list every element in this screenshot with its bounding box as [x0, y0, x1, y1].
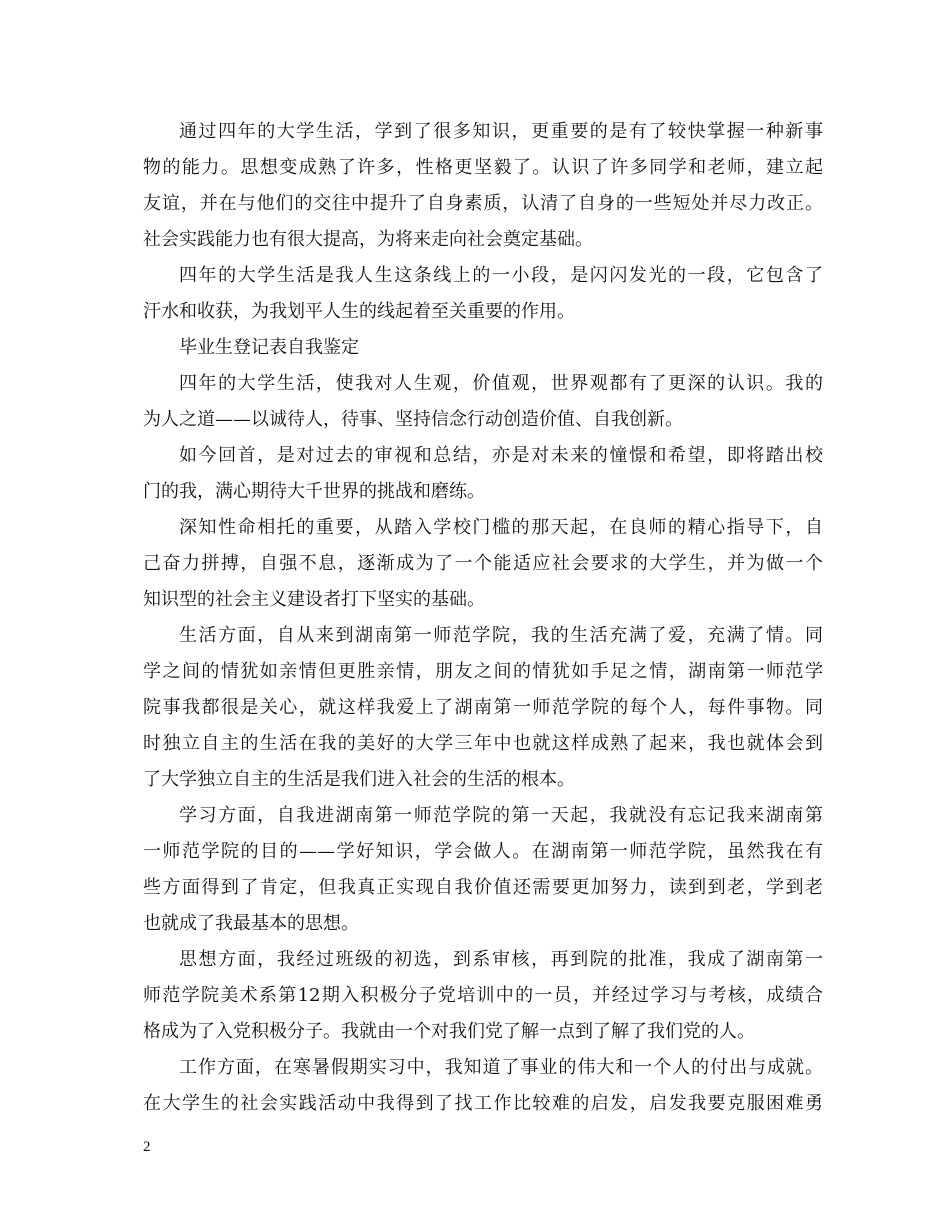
page-number: 2 — [143, 1139, 151, 1155]
text-line: 学习方面，自我进湖南第一师范学院的第一天起，我就没有忘记我来湖南第 — [179, 805, 823, 826]
text-line: 物的能力。思想变成熟了许多，性格更坚毅了。认识了许多同学和老师，建立起 — [143, 157, 823, 178]
text-line: 通过四年的大学生活，学到了很多知识，更重要的是有了较快掌握一种新事 — [179, 121, 823, 142]
text-line: 己奋力拼搏，自强不息，逐渐成为了一个能适应社会要求的大学生，并为做一个 — [143, 553, 823, 574]
text-line: 也就成了我最基本的思想。 — [143, 913, 359, 934]
text-line: 四年的大学生活，使我对人生观，价值观，世界观都有了更深的认识。我的 — [179, 373, 823, 394]
text-line: 知识型的社会主义建设者打下坚实的基础。 — [143, 589, 485, 610]
text-line: 院事我都很是关心，就这样我爱上了湖南第一师范学院的每个人，每件事物。同 — [143, 697, 823, 718]
text-line: 思想方面，我经过班级的初选，到系审核，再到院的批准，我成了湖南第一 — [179, 949, 823, 970]
text-line: 社会实践能力也有很大提高，为将来走向社会奠定基础。 — [143, 229, 593, 250]
text-line: 门的我，满心期待大千世界的挑战和磨练。 — [143, 481, 485, 502]
text-line: 友谊，并在与他们的交往中提升了自身素质，认清了自身的一些短处并尽力改正。 — [143, 193, 823, 214]
text-line: 深知性命相托的重要，从踏入学校门槛的那天起，在良师的精心指导下，自 — [179, 517, 823, 538]
text-line: 师范学院美术系第12期入积极分子党培训中的一员，并经过学习与考核，成绩合 — [143, 985, 823, 1006]
text-line: 汗水和收获，为我划平人生的线起着至关重要的作用。 — [143, 301, 575, 322]
text-line: 了大学独立自主的生活是我们进入社会的生活的根本。 — [143, 769, 575, 790]
text-line: 如今回首，是对过去的审视和总结，亦是对未来的憧憬和希望，即将踏出校 — [179, 445, 823, 466]
text-line: 一师范学院的目的——学好知识，学会做人。在湖南第一师范学院，虽然我在有 — [143, 841, 823, 862]
text-line: 学之间的情犹如亲情但更胜亲情，朋友之间的情犹如手足之情，湖南第一师范学 — [143, 661, 823, 682]
text-line: 工作方面，在寒暑假期实习中，我知道了事业的伟大和一个人的付出与成就。 — [179, 1057, 823, 1078]
section-heading: 毕业生登记表自我鉴定 — [179, 337, 359, 358]
text-line: 时独立自主的生活在我的美好的大学三年中也就这样成熟了起来，我也就体会到 — [143, 733, 823, 754]
text-line: 为人之道——以诚待人，待事、坚持信念行动创造价值、自我创新。 — [143, 409, 683, 430]
text-line: 生活方面，自从来到湖南第一师范学院，我的生活充满了爱，充满了情。同 — [179, 625, 823, 646]
text-line: 些方面得到了肯定，但我真正实现自我价值还需要更加努力，读到到老，学到老 — [143, 877, 823, 898]
text-line: 在大学生的社会实践活动中我得到了找工作比较难的启发，启发我要克服困难勇 — [143, 1093, 823, 1114]
text-line: 格成为了入党积极分子。我就由一个对我们党了解一点到了解了我们党的人。 — [143, 1021, 755, 1042]
text-line: 四年的大学生活是我人生这条线上的一小段，是闪闪发光的一段，它包含了 — [179, 265, 823, 286]
